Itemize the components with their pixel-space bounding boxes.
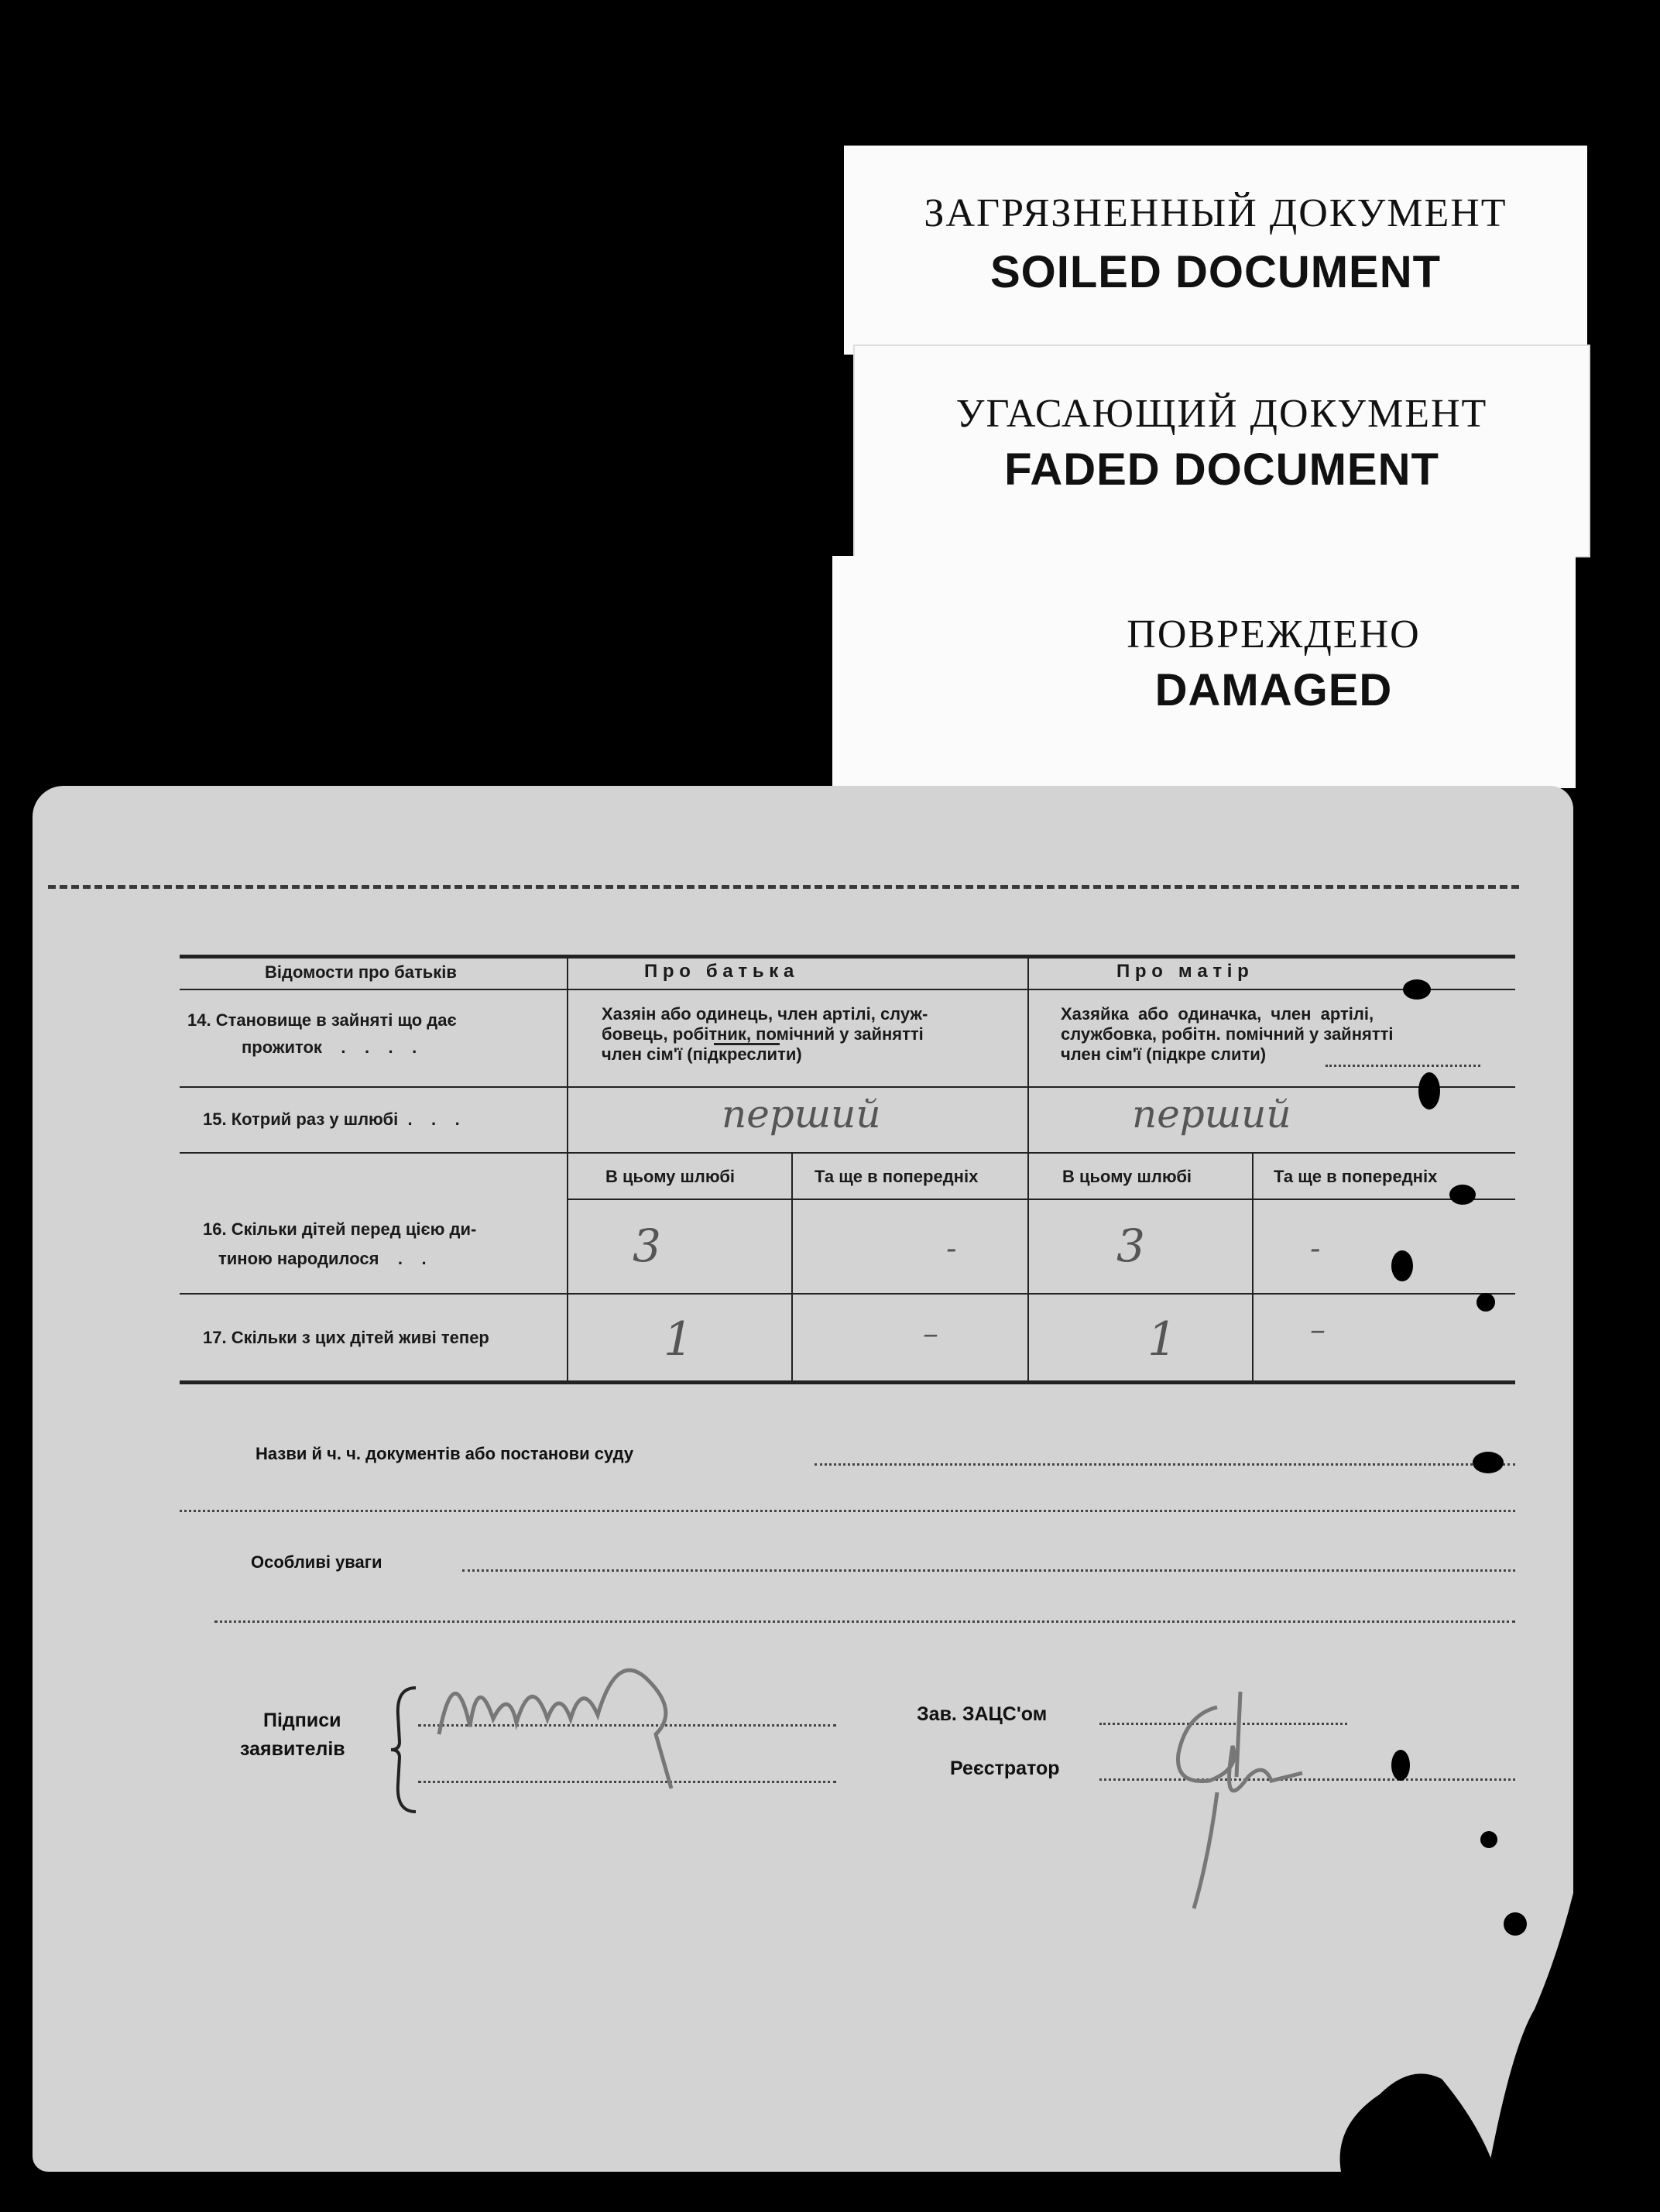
table-top-border <box>180 955 1515 959</box>
father-this-marriage-header: В цьому шлюбі <box>605 1167 736 1186</box>
header-mother: П р о м а т і р <box>1116 961 1249 982</box>
row17-label: 17. Скільки з цих дітей живі тепер <box>203 1328 489 1347</box>
tag-en-text: DAMAGED <box>1154 665 1393 715</box>
dotted-line <box>815 1463 1515 1466</box>
table-row-divider <box>180 1152 1515 1154</box>
row14-mother-options: Хазяйка або одиначка, член артілі, <box>1061 1004 1374 1024</box>
row16-father-this: 3 <box>633 1219 661 1272</box>
row17-father-prev: – <box>923 1316 938 1352</box>
registrar-signature <box>1086 1676 1349 1939</box>
signatures-label: заявителів <box>240 1738 345 1760</box>
tag-en-text: SOILED DOCUMENT <box>989 247 1442 297</box>
damage-hole <box>1391 1250 1413 1281</box>
tag-ru-text: ЗАГРЯЗНЕННЫЙ ДОКУМЕНТ <box>924 191 1507 235</box>
row14-father-options: член сім'ї (підкреслити) <box>602 1044 802 1064</box>
father-previous-header: Та ще в попередніх <box>815 1167 979 1186</box>
tag-ru-text: ПОВРЕЖДЕНО <box>1127 612 1421 657</box>
row16-label: 16. Скільки дітей перед цією ди- <box>203 1219 477 1239</box>
document-sheet <box>33 786 1573 2172</box>
signatures-label: Підписи <box>263 1710 341 1731</box>
remarks-label: Особливі уваги <box>251 1552 382 1572</box>
header-father: П р о б а т ь к а <box>644 961 794 982</box>
table-col-divider <box>1027 955 1029 1382</box>
head-label: Зав. ЗАЦС'ом <box>917 1703 1048 1725</box>
dotted-line <box>180 1510 1515 1512</box>
tag-ru-text: УГАСАЮЩИЙ ДОКУМЕНТ <box>955 392 1488 436</box>
damaged-tag <box>832 556 1576 788</box>
table-col-divider <box>1252 1152 1254 1382</box>
row14-mother-options: член сім'ї (підкре слити) <box>1061 1044 1267 1064</box>
table-row-divider <box>180 1086 1515 1088</box>
row14-father-options: Хазяін або одинець, член артілі, служ- <box>602 1004 928 1024</box>
mother-previous-header: Та ще в попередніх <box>1274 1167 1438 1186</box>
row16-mother-prev: - <box>1310 1231 1321 1267</box>
damage-hole <box>1480 1831 1497 1848</box>
tag-en-text: FADED DOCUMENT <box>1004 444 1439 495</box>
damage-hole <box>1418 1072 1440 1109</box>
damage-hole <box>1504 1912 1527 1936</box>
registrar-label: Реєстратор <box>950 1758 1060 1779</box>
row14-mother-options: службовка, робітн. помічний у зайнятті <box>1061 1024 1394 1044</box>
dotted-line <box>214 1620 1515 1623</box>
row15-mother-value: перший <box>1132 1092 1291 1137</box>
row17-father-this: 1 <box>664 1312 694 1367</box>
row14-label: 14. Становище в зайняті що дає <box>187 1010 457 1030</box>
damage-hole <box>1473 1452 1504 1473</box>
damage-hole <box>1449 1185 1476 1205</box>
brace-mark <box>389 1684 420 1816</box>
torn-corner <box>1333 1893 1573 2172</box>
table-row-divider <box>180 1293 1515 1295</box>
header-parents-info: Відомости про батьків <box>265 962 457 982</box>
row14-label: прожиток . . . . <box>242 1037 417 1057</box>
documents-label: Назви й ч. ч. документів або постанови суду <box>256 1444 634 1463</box>
soiled-document-tag <box>844 146 1587 355</box>
cut-line <box>48 885 1519 889</box>
damage-hole <box>1403 979 1431 1000</box>
row15-label: 15. Котрий раз у шлюбі . . . <box>203 1109 460 1129</box>
table-bottom-border <box>180 1380 1515 1384</box>
dotted-line <box>462 1569 1515 1572</box>
table-header-divider <box>180 989 1515 990</box>
table-col-divider <box>791 1152 793 1382</box>
row16-father-prev: - <box>946 1231 957 1267</box>
row16-label: тиною народилося . . <box>218 1249 427 1268</box>
damage-hole <box>1477 1293 1495 1312</box>
damage-hole <box>1391 1750 1410 1781</box>
row17-mother-this: 1 <box>1147 1312 1178 1367</box>
row16-mother-this: 3 <box>1116 1219 1145 1272</box>
row17-mother-prev: – <box>1310 1312 1326 1348</box>
mother-this-marriage-header: В цьому шлюбі <box>1062 1167 1192 1186</box>
row15-father-value: перший <box>722 1092 881 1137</box>
table-row-divider <box>567 1199 1515 1200</box>
table-col-divider <box>567 955 568 1382</box>
faded-document-tag <box>853 345 1590 557</box>
row14-father-options: бовець, робітник, помічний у зайнятті <box>602 1024 924 1044</box>
applicant-signature <box>424 1641 718 1796</box>
underline-mark <box>714 1043 780 1045</box>
dotted-line <box>1326 1065 1480 1067</box>
